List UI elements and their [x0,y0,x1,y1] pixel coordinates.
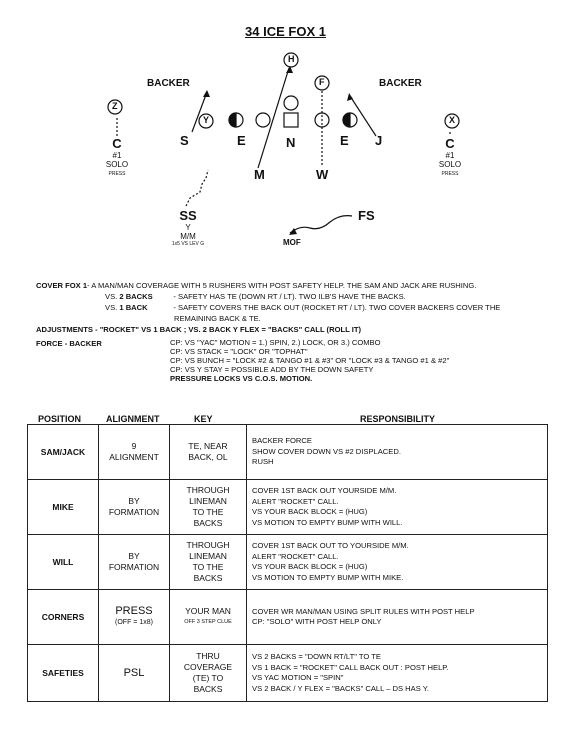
ss-label: SS [179,208,197,223]
header-position: POSITION [38,414,82,424]
ss-mm: M/M [180,232,196,241]
line-circle-2 [256,113,270,127]
backer-right-label: BACKER [379,78,422,89]
s-label: S [180,133,189,148]
corner-left-press: PRESS [108,171,126,177]
mof-label: MOF [283,238,301,247]
position-cell: SAFETIES [28,645,99,702]
responsibility-cell: COVER 1ST BACK OUT TO YOURSIDE M/M. ALERT "ROCKET" CALL. VS YOUR BACK BLOCK = (HUG) VS MOTION TO EMPTY BUMP WITH MIKE. [247,535,548,590]
corner-right-press: PRESS [441,171,459,177]
c-left-label: C [112,136,122,151]
ss-block [165,208,211,247]
h-label: H [288,54,295,64]
header-responsibility: RESPONSIBILITY [360,414,436,424]
alignment-cell: PRESS (OFF = 1x8) [99,590,170,645]
alignment-cell: PSL [99,645,170,702]
cover-fox-line: COVER FOX 1- A MAN/MAN COVERAGE WITH 5 RUSHERS WITH POST SAFETY HELP. THE SAM AND JACK ARE RUSHING. [36,281,477,290]
cp-list [36,338,556,383]
table-row [28,535,548,590]
responsibility-cell: VS 2 BACKS = "DOWN RT/LT" TO TE VS 1 BACK = "ROCKET" CALL BACK OUT : POST HELP. VS YAC MOTION = "SPIN" VS 2 BACK / Y FLEX = "BACKS" CALL – DS HAS Y. [247,645,548,702]
coverage-notes [36,280,556,383]
key-cell: THRU COVERAGE (TE) TO BACKS [170,645,247,702]
quarterback-circle [284,96,298,110]
cp-item: CP: VS STACK = "LOCK" OR "TOPHAT" [170,347,308,356]
cp-item: CP: VS BUNCH = "LOCK #2 & TANGO #1 & #3" OR "LOCK #3 & TANGO #1 & #2" [170,356,450,365]
e-left-label: E [237,133,246,148]
corner-right-number: #1 [445,151,455,160]
header-alignment: ALIGNMENT [106,414,160,424]
table-row [28,425,548,480]
w-label: W [316,167,329,182]
table-row [28,480,548,535]
corner-left-number: #1 [112,151,122,160]
key-cell: YOUR MAN OFF 3 STEP CLUE [170,590,247,645]
table-row [28,645,548,702]
z-label: Z [112,101,118,111]
backer-left-label: BACKER [147,78,190,89]
force-label: FORCE - BACKER [36,339,102,348]
position-cell: MIKE [28,480,99,535]
alignment-cell: BY FORMATION [99,480,170,535]
corner-right-solo: SOLO [438,160,462,169]
alignment-cell: BY FORMATION [99,535,170,590]
center-square [284,113,298,127]
header-key: KEY [194,414,213,424]
x-label: X [449,115,456,125]
key-cell: THROUGH LINEMAN TO THE BACKS [170,535,247,590]
ss-y: Y [185,223,191,232]
cp-item: CP: VS Y STAY = POSSIBLE ADD BY THE DOWN SAFETY [170,365,374,374]
key-cell: TE, NEAR BACK, OL [170,425,247,480]
e-right-label: E [340,133,349,148]
ss-note: 1x5 VS LEV G [171,241,205,247]
fs-label: FS [358,208,375,223]
pressure-locks: PRESSURE LOCKS VS C.O.S. MOTION. [170,374,313,383]
vs-2-backs-line: VS. 2 BACKS - SAFETY HAS TE (DOWN RT / LT). TWO ILB'S HAVE THE BACKS. [105,292,406,301]
position-cell: CORNERS [28,590,99,645]
key-cell: THROUGH LINEMAN TO THE BACKS [170,480,247,535]
c-right-label: C [445,136,455,151]
corner-right [431,136,469,177]
cp-item: CP: VS "YAC" MOTION = 1.) SPIN, 2.) LOCK, OR 3.) COMBO [170,338,381,347]
vs-1-back-line: VS. 1 BACK - SAFETY COVERS THE BACK OUT (ROCKET RT / LT). TWO COVER BACKERS COVER THE [105,303,501,312]
ss-route [186,170,208,206]
line-half-circle-left [229,113,236,127]
page-title: 34 ICE FOX 1 [245,24,326,39]
table-row [28,590,548,645]
position-cell: WILL [28,535,99,590]
responsibility-cell: BACKER FORCE SHOW COVER DOWN VS #2 DISPLACED. RUSH [247,425,548,480]
adjustments-line: ADJUSTMENTS - "ROCKET" VS 1 BACK ; VS. 2 BACK Y FLEX = "BACKS" CALL (ROLL IT) [36,325,361,334]
corner-left [98,136,136,177]
corner-left-solo: SOLO [105,160,129,169]
responsibility-table [27,424,548,702]
alignment-cell: 9 ALIGNMENT [99,425,170,480]
fs-route [290,216,352,233]
y-label: Y [203,115,210,125]
m-label: M [254,167,265,182]
responsibility-cell: COVER WR MAN/MAN USING SPLIT RULES WITH POST HELP CP: "SOLO" WITH POST HELP ONLY [247,590,548,645]
position-cell: SAM/JACK [28,425,99,480]
j-label: J [375,133,383,148]
responsibility-cell: COVER 1ST BACK OUT YOURSIDE M/M. ALERT "ROCKET" CALL. VS YOUR BACK BLOCK = (HUG) VS MOTION TO EMPTY BUMP WITH WILL. [247,480,548,535]
vs-1-back-line-2: REMAINING BACK & TE. [174,314,261,323]
f-label: F [319,77,325,87]
n-label: N [286,135,296,150]
